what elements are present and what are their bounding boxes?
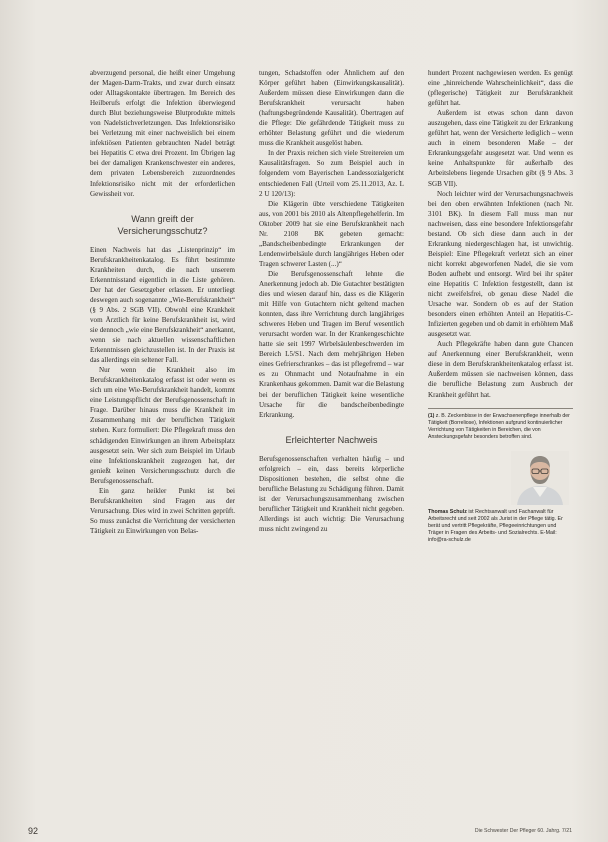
paragraph: Auch Pflegekräfte haben dann gute Chancen auf Anerkennung einer Berufskrankheit, wenn diese in dem Berufskrankheitenkatalog erfasst ist. Außerdem müssen sie nachweisen können, dass die berufliche Belastung zum Ausbruch der Krankheit geführt hat. bbox=[428, 340, 573, 399]
footnote-text: z. B. Zeckenbisse in der Erwachsenenpflege innerhalb der Tätigkeit (Borreliose), Infektionen aufgrund kontinuierlicher Verrichtung von Tätigkeiten in Bereichen, die von Ansteckungsgefahr besonders betroffen sind. bbox=[428, 412, 570, 440]
author-portrait-icon bbox=[511, 451, 569, 505]
paragraph: Außerdem ist etwas schon dann davon auszugehen, dass eine Tätigkeit zu der Erkrankung geführt hat, wenn der Versicherte lediglich – wenn auch in einem besonderen Maße – der Erkrankungsgefahr ausgesetzt war. Und wenn es keine Anhaltspunkte für außerhalb des Arbeitslebens liegende Ursachen gibt (§ 9 Abs. 3 SGB VII). bbox=[428, 109, 573, 188]
paragraph: Ein ganz heikler Punkt ist bei Berufskrankheiten sind Fragen aus der Verursachung. Dies wird in zwei Schritten geprüft. So muss zunächst die Verrichtung der versicherten Tätigkeit zu Einwirkungen von Belas- bbox=[90, 486, 235, 535]
footnote-number: (1) bbox=[428, 412, 435, 419]
author-name: Thomas Schulz bbox=[428, 508, 467, 515]
paragraph: Die Klägerin übte verschiedene Tätigkeiten aus, von 2001 bis 2010 als Altenpflegehelferin. Im Oktober 2009 hat sie eine Berufskrankheit nach Nr. 2108 BK gebeten gemacht: „Bandscheibenbedingte Erkrankungen der Lendenwirbelsäule durch langjähriges Heben oder Tragen schwerer Lasten (...)“ bbox=[259, 199, 404, 268]
column-right bbox=[428, 68, 573, 545]
column-middle bbox=[259, 68, 404, 534]
author-description: ist Rechtsanwalt und Fachanwalt für Arbeitsrecht und seit 2002 als Jurist in der Pflege tätig. Er berät und vertritt Pflegekräfte, Pflegeeinrichtungen und Träger in Fragen des Arbeits- und Sozialrechts. E-Mail: info@ra-schulz.de bbox=[428, 508, 563, 544]
page-number: 92 bbox=[28, 826, 39, 836]
section-heading-nachweis: Erleichterter Nachweis bbox=[285, 434, 378, 445]
author-bio bbox=[428, 509, 573, 545]
paragraph: Noch leichter wird der Verursachungsnachweis bei den oben erwähnten Infektionen (nach Nr. 3101 BK). In diesem Fall muss man nur nachweisen, dass eine besondere Infektionsgefahr bestand. Ob sich diese dann auch in der Erkrankung niedergeschlagen hat, ist unwichtig. Beispiel: Eine Pflegekraft verletzt sich an einer nicht korrekt abgeworfenen Nadel, die sie vom Boden aufhebt und entsorgt. Wird bei ihr später eine Hepatitis C Infektion festgestellt, dann ist nicht zweifelsfrei, ob genau diese Nadel die Ursache war. Sondern ob es auf der Station besonders einen erhöhten Anteil an Hepatitis-C-Infizierten gegeben und ob damit in erhöhtem Maß ausgesetzt war. bbox=[428, 189, 573, 339]
paragraph: Nur wenn die Krankheit also im Berufskrankheitenkatalog erfasst ist oder wenn es sich um eine Wie-Berufskrankheit handelt, kommt eine Leistungspflicht der Berufsgenossenschaft in Frage. Darüber hinaus muss die Krankheit im Zusammenhang mit der beruflichen Tätigkeit stehen. Kurz formuliert: Die Pflegekraft muss den schädigenden Einwirkungen an ihrem Arbeitsplatz ausgesetzt sein. Wer sich zum Beispiel im Urlaub eine Infektionskrankheit zugezogen hat, der genießt keinen Versicherungsschutz durch die Berufsgenossenschaft. bbox=[90, 366, 235, 485]
paragraph: abverzugend personal, die heißt einer Umgehung der Magen-Darm-Trakts, und zwar durch einsatz oder Alltagskontakte übertragen. Im Bereich des Heilberufs erfolgt die Infektion überwiegend durch Blut beziehungsweise Blutprodukte mittels von Nadelstichverletzungen. Das Infektionsrisiko bei Verletzung mit einer nachweislich bei einem infektiösen Patienten gebrauchten Nadel beträgt bei Hepatitis C etwa drei Prozent. Im Übrigen lag bei der damaligen Krankenschwester ein anderes, dem privaten Lebensbereich zuzuordnendes Infektionsrisiko nicht mit der erforderlichen Gewissheit vor. bbox=[90, 69, 235, 198]
author-box bbox=[428, 451, 573, 505]
paragraph: hundert Prozent nachgewiesen werden. Es genügt eine „hinreichende Wahrscheinlichkeit“, dass die (pflegerische) Tätigkeit zur Berufskrankheit geführt hat. bbox=[428, 69, 573, 108]
paragraph: Einen Nachweis hat das „Listenprinzip“ im Berufskrankheitenkatalog. Es führt bestimmte Krankheiten durch, die nach unserem Erkenntnisstand eigentlich in die Liste gehören. Der hat der Gesetzgeber erlassen. Er unterliegt deswegen auch sogenannte „Wie-Berufskrankheit“ (§ 9 Abs. 2 SGB VII). Obwohl eine Krankheit vom Ärztlich für keine Berufskrankheit ist, wird sie dennoch „wie eine Berufskrankheit“ anerkannt, wenn sie nach aktuellen wissenschaftlichen Erkenntnissen gleichzustellen ist. In der Praxis ist das allerdings ein seltener Fall. bbox=[90, 245, 235, 365]
footnote bbox=[428, 408, 573, 441]
paragraph: In der Praxis reichen sich viele Streitereien um Kausalitätsfragen. So zum Beispiel auch in folgendem vom Bayerischen Landessozialgericht entschiedenen Fall (Urteil vom 25.11.2013, Az. L 2 U 120/13): bbox=[259, 149, 404, 198]
journal-footer: Die Schwester Der Pfleger 60. Jahrg. 7/21 bbox=[474, 828, 572, 834]
column-left bbox=[90, 68, 235, 536]
paragraph: Die Berufsgenossenschaft lehnte die Anerkennung jedoch ab. Die Gutachter bestätigten dies und wiesen darauf hin, dass es die Klägerin mit Hilfe von Gutachtern nicht geltend machen konnten, dass ihre Verrichtung durch langjähriges schweres Heben und Tragen im Beruf wesentlich verursacht worden war. In der Krankengeschichte hatte sie seit 1997 Wirbelsäulenbeschwerden im Bereich L5/S1. Nach dem mehrjährigen Heben eines Gefrierschrankes – das ist pflegefremd – war es zu Ohnmacht und Notaufnahme in ein Krankenhaus gekommen. Damit war die Belastung bei der beruflichen Tätigkeit keine wesentliche Ursache für die bandscheibenbedingte Erkrankung. bbox=[259, 269, 404, 419]
paragraph: tungen, Schadstoffen oder Ähnlichem auf den Körper geführt haben (Einwirkungskausalität). Außerdem müssen diese Einwirkungen dann die Berufskrankheit verursacht haben (haftungsbegründende Kausalität). Übertragen auf die Pflege: Die gefährdende Tätigkeit muss zu erhöhter Belastung geführt und die wiederum muss die Krankheit ausgelöst haben. bbox=[259, 69, 404, 148]
section-heading-versicherungsschutz: Wann greift der Versicherungsschutz? bbox=[117, 213, 208, 236]
paragraph: Berufsgenossenschaften verhalten häufig – und erfolgreich – ein, dass bereits körperliche Dispositionen bestehen, die selbst ohne die berufliche Belastung zu Schädigung führen. Damit ist der Verursachungszusammenhang zwischen beruflicher Tätigkeit und Krankheit nicht gegeben. Allerdings ist auch wichtig: Die Verursachung muss nicht zwingend zu bbox=[259, 454, 404, 533]
